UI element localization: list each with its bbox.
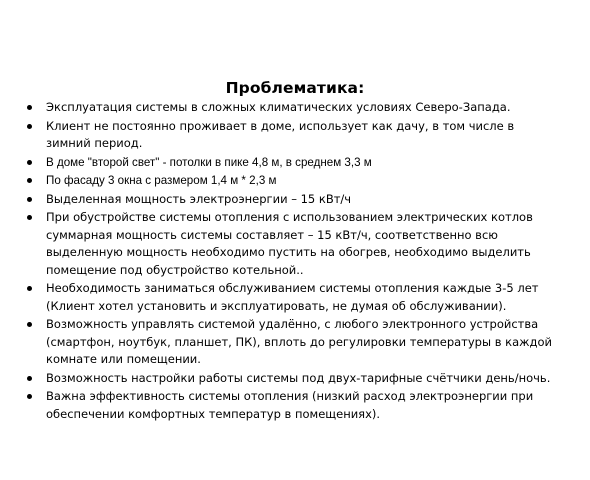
list-item bbox=[0, 172, 590, 190]
problem-list bbox=[0, 99, 590, 424]
bullet-icon bbox=[27, 124, 32, 129]
list-item-text: Возможность управлять системой удалённо, с любого электронного устройства (смартфон, ноутбук, планшет, ПК), вплоть до регулировки температуры в каждой комнате или помещении. bbox=[46, 317, 552, 366]
list-item-text: Важна эффективность системы отопления (низкий расход электроэнергии при обеспечении комфортных температур в помещениях). bbox=[46, 389, 534, 421]
list-item-text: Клиент не постоянно проживает в доме, использует как дачу, в том числе в зимний период. bbox=[46, 118, 515, 150]
bullet-icon bbox=[27, 394, 32, 399]
list-item-text: При обустройстве системы отопления с использованием электрических котлов суммарная мощность системы составляет – 15 кВт/ч, соответственно всю выделенную мощность необходимо пустить на обогрев, необходимо выделить помещение под обустройство котельной.. bbox=[46, 210, 533, 277]
bullet-icon bbox=[27, 105, 32, 110]
list-item bbox=[0, 118, 590, 153]
list-item bbox=[0, 209, 590, 279]
list-item-text: Возможность настройки работы системы под двух-тарифные счётчики день/ночь. bbox=[46, 370, 551, 385]
bullet-icon bbox=[27, 286, 32, 291]
list-item bbox=[0, 388, 590, 423]
bullet-icon bbox=[27, 160, 32, 165]
list-item bbox=[0, 154, 590, 172]
list-item bbox=[0, 370, 590, 388]
list-item bbox=[0, 280, 590, 315]
list-item bbox=[0, 191, 590, 209]
list-item bbox=[0, 99, 590, 117]
document-title: Проблематика: bbox=[225, 79, 365, 97]
bullet-icon bbox=[27, 376, 32, 381]
list-item-text: В доме "второй свет" - потолки в пике 4,8 м, в среднем 3,3 м bbox=[46, 155, 372, 169]
bullet-icon bbox=[27, 215, 32, 220]
list-item-text: Выделенная мощность электроэнергии – 15 кВт/ч bbox=[46, 191, 352, 206]
list-item-text: Эксплуатация системы в сложных климатических условиях Северо-Запада. bbox=[46, 100, 511, 114]
list-item-text: Необходимость заниматься обслуживанием системы отопления каждые 3-5 лет (Клиент хотел установить и эксплуатировать, не думая об обслуживании). bbox=[46, 281, 539, 313]
bullet-icon bbox=[27, 322, 32, 327]
bullet-icon bbox=[27, 178, 32, 183]
list-item-text: По фасаду 3 окна с размером 1,4 м * 2,3 м bbox=[46, 174, 277, 187]
list-item bbox=[0, 316, 590, 369]
bullet-icon bbox=[27, 197, 32, 202]
